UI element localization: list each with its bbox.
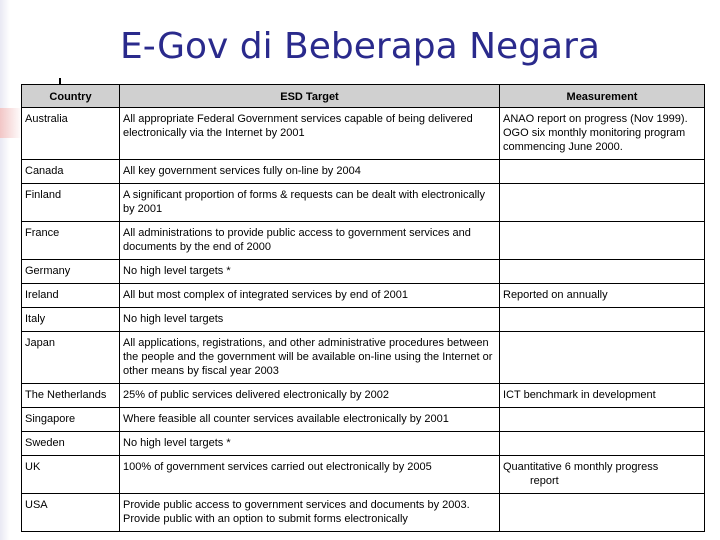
- country-cell: Australia: [22, 108, 120, 160]
- table-row: [22, 160, 705, 184]
- country-cell: Ireland: [22, 284, 120, 308]
- target-cell: 100% of government services carried out electronically by 2005: [120, 456, 500, 494]
- country-cell: Germany: [22, 260, 120, 284]
- target-cell: No high level targets *: [120, 260, 500, 284]
- target-cell: No high level targets: [120, 308, 500, 332]
- country-cell: Italy: [22, 308, 120, 332]
- target-cell: All key government services fully on-line by 2004: [120, 160, 500, 184]
- table-row: [22, 332, 705, 384]
- table-header-row: [22, 85, 705, 108]
- table-row: [22, 384, 705, 408]
- country-cell: The Netherlands: [22, 384, 120, 408]
- table-row: [22, 408, 705, 432]
- esd-targets-table: [21, 84, 705, 532]
- table-row: [22, 108, 705, 160]
- column-header-measurement: Measurement: [500, 85, 705, 108]
- measurement-line-2: report: [530, 475, 559, 487]
- country-cell: Sweden: [22, 432, 120, 456]
- target-cell: 25% of public services delivered electronically by 2002: [120, 384, 500, 408]
- measurement-cell: [500, 432, 705, 456]
- measurement-cell: [500, 332, 705, 384]
- target-cell: A significant proportion of forms & requests can be dealt with electronically by 2001: [120, 184, 500, 222]
- measurement-cell: ICT benchmark in development: [500, 384, 705, 408]
- table-row: [22, 432, 705, 456]
- country-cell: Canada: [22, 160, 120, 184]
- measurement-cell: [500, 160, 705, 184]
- measurement-line-1: Quantitative 6 monthly progress: [503, 461, 659, 473]
- measurement-cell: ANAO report on progress (Nov 1999). OGO six monthly monitoring program commencing June 2000.: [500, 108, 705, 160]
- table-row: [22, 456, 705, 494]
- target-cell: All administrations to provide public access to government services and documents by the end of 2000: [120, 222, 500, 260]
- table-row: [22, 308, 705, 332]
- country-cell: Finland: [22, 184, 120, 222]
- measurement-cell: [500, 222, 705, 260]
- column-header-esd-target: ESD Target: [120, 85, 500, 108]
- page-title: E-Gov di Beberapa Negara: [120, 26, 600, 67]
- target-cell: All appropriate Federal Government services capable of being delivered electronically via the Internet by 2001: [120, 108, 500, 160]
- target-cell: All but most complex of integrated services by end of 2001: [120, 284, 500, 308]
- country-cell: UK: [22, 456, 120, 494]
- column-header-country: Country: [22, 85, 120, 108]
- measurement-cell: [500, 184, 705, 222]
- measurement-cell: Reported on annually: [500, 284, 705, 308]
- country-cell: Singapore: [22, 408, 120, 432]
- measurement-cell: [500, 408, 705, 432]
- table-row: [22, 494, 705, 532]
- measurement-cell: [500, 308, 705, 332]
- measurement-cell: [500, 494, 705, 532]
- target-cell: Where feasible all counter services available electronically by 2001: [120, 408, 500, 432]
- measurement-cell: [500, 456, 705, 494]
- target-cell: No high level targets *: [120, 432, 500, 456]
- target-cell: All applications, registrations, and other administrative procedures between the people and the government will be available on-line using the Internet or other means by fiscal year 2003: [120, 332, 500, 384]
- target-cell: Provide public access to government services and documents by 2003. Provide public with an option to submit forms electronically: [120, 494, 500, 532]
- table-row: [22, 222, 705, 260]
- table-row: [22, 284, 705, 308]
- decorative-left-bar: [0, 0, 10, 540]
- country-cell: Japan: [22, 332, 120, 384]
- measurement-cell: [500, 260, 705, 284]
- decorative-red-accent: [0, 108, 22, 138]
- table-row: [22, 184, 705, 222]
- country-cell: USA: [22, 494, 120, 532]
- table-row: [22, 260, 705, 284]
- country-cell: France: [22, 222, 120, 260]
